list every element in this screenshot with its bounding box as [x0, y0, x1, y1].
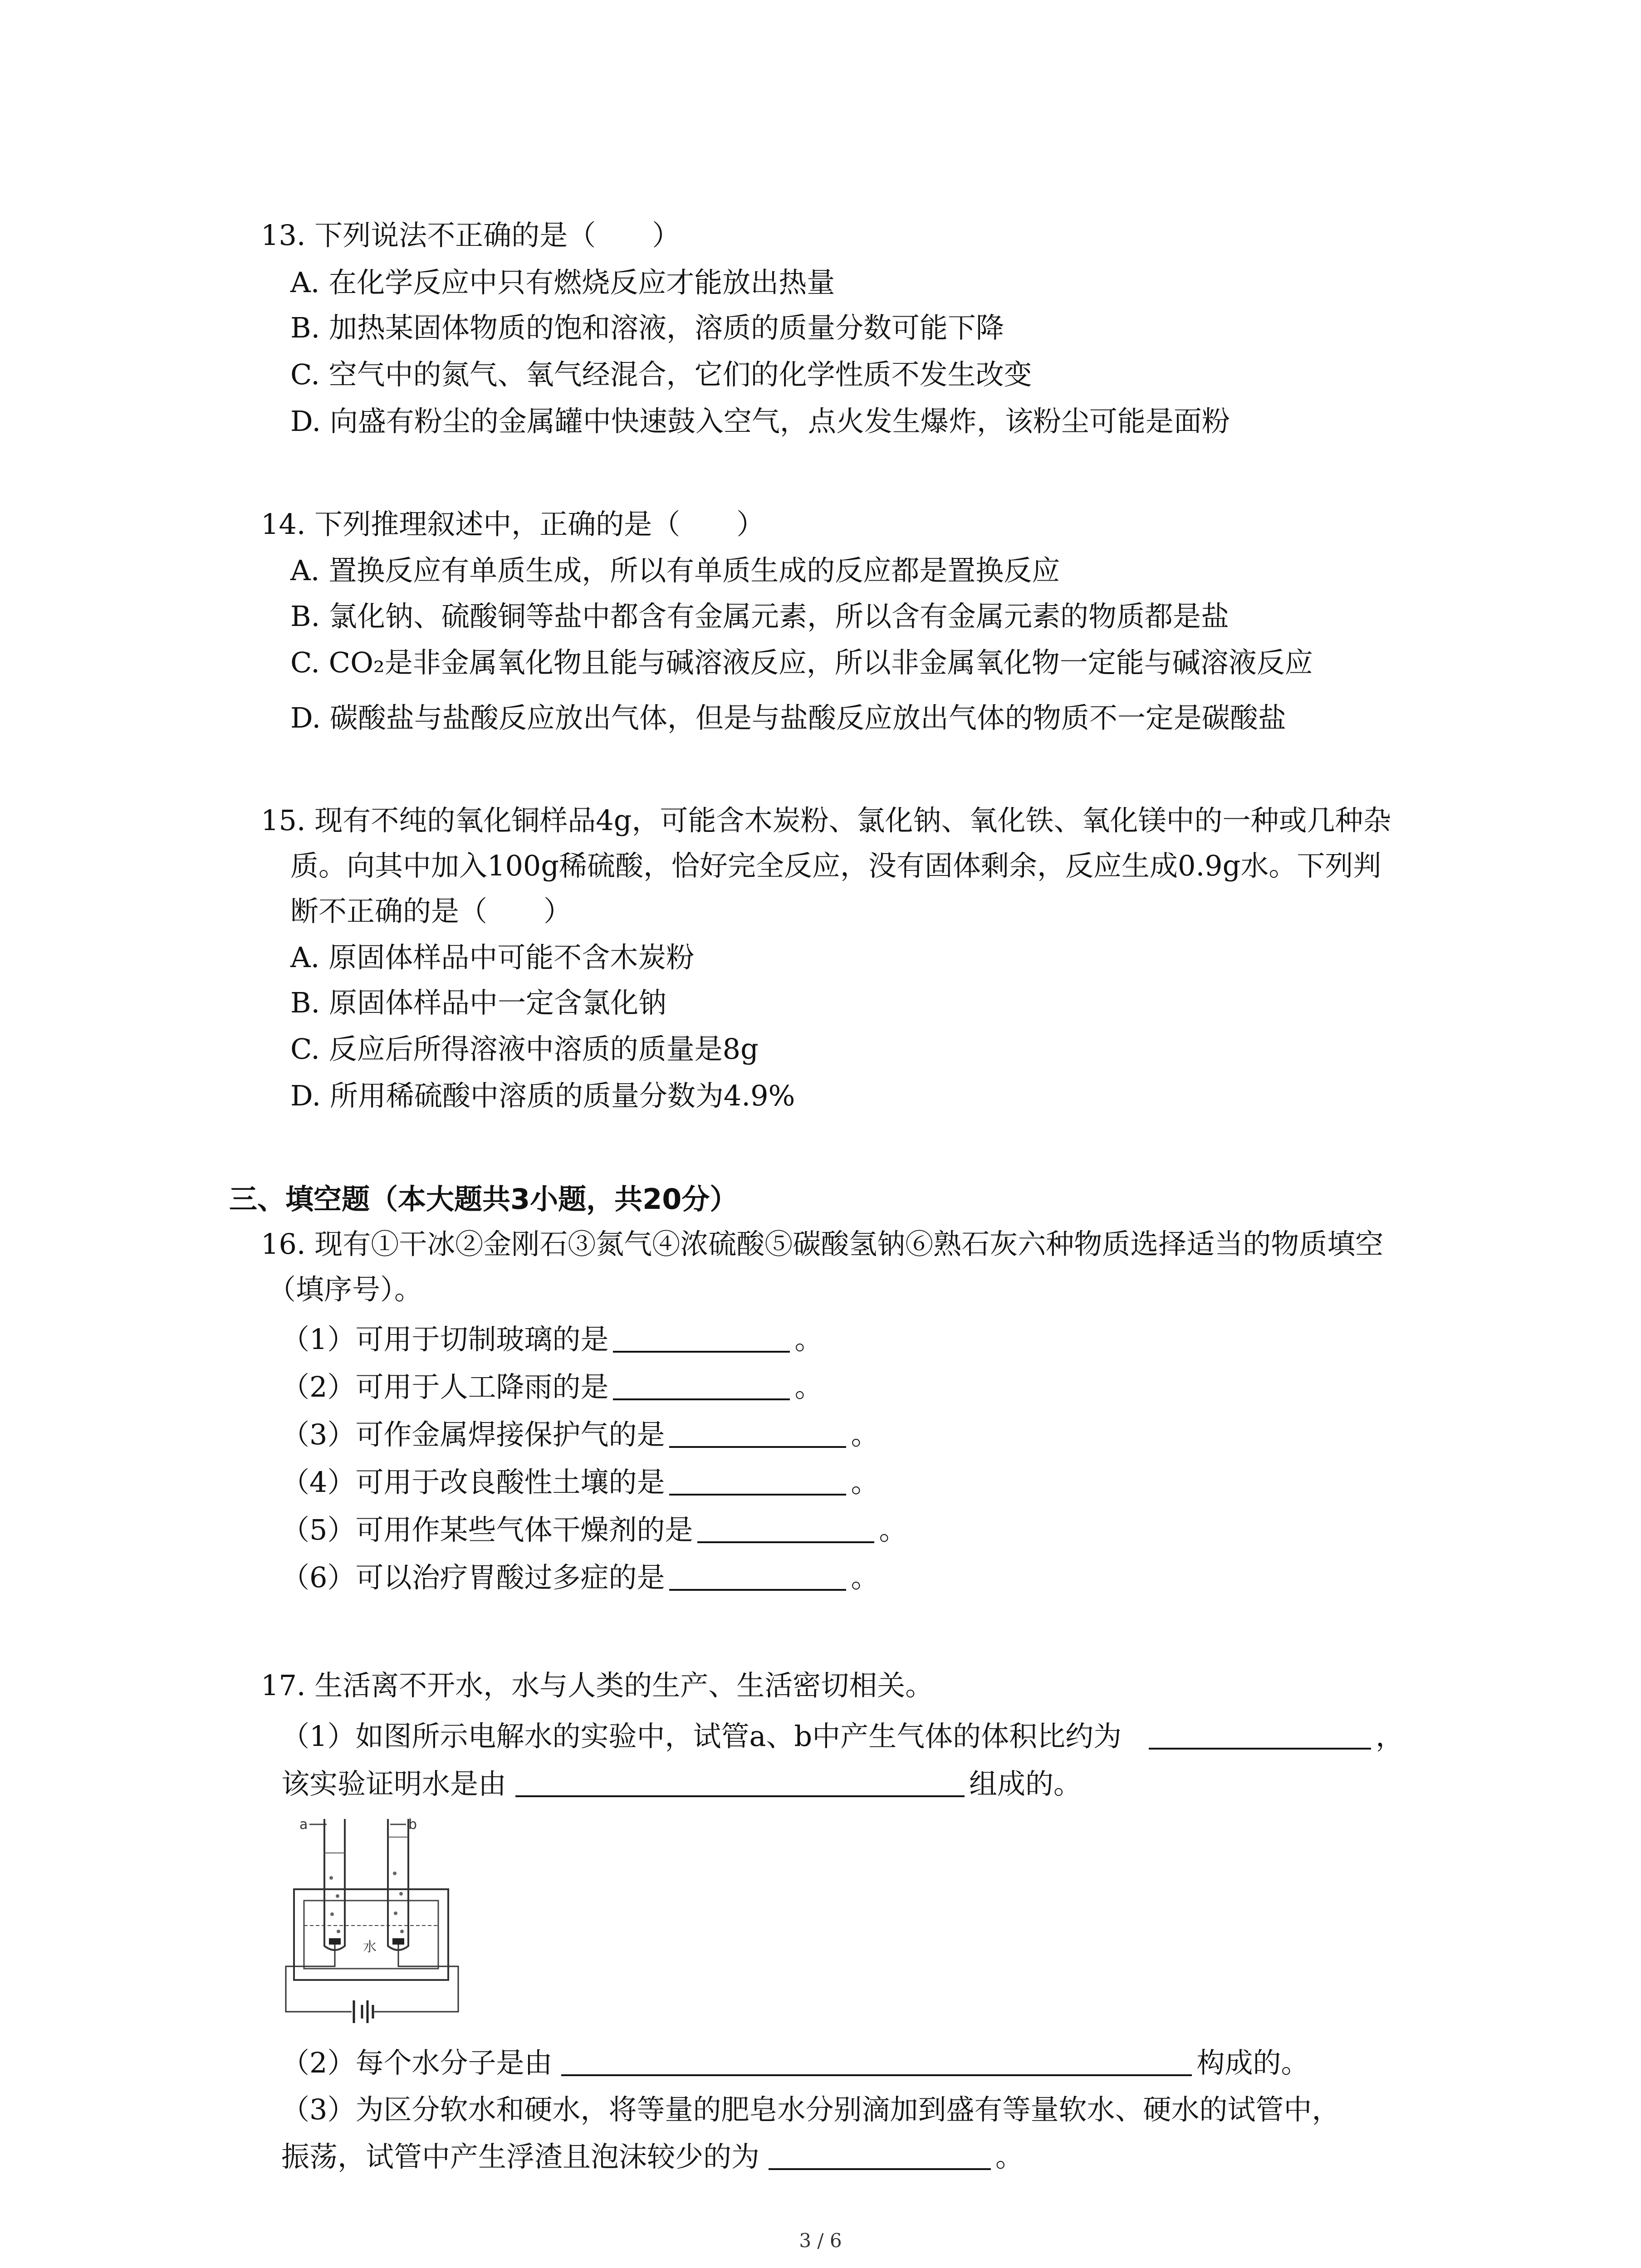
bubble	[393, 1872, 397, 1875]
electrode-right	[392, 1938, 404, 1945]
q16-item-5: （5）可用作某些气体干燥剂的是 。	[281, 1513, 907, 1546]
answer-blank[interactable]	[769, 2142, 991, 2170]
page-number: 3 / 6	[799, 2229, 842, 2252]
bubble	[394, 1911, 397, 1915]
q15-option-d: D. 所用稀硫酸中溶质的质量分数为4.9%	[290, 1079, 795, 1112]
q17-part-1-line-1: （1）如图所示电解水的实验中，试管a、b中产生气体的体积比约为 ，	[281, 1720, 1404, 1753]
answer-blank[interactable]	[561, 2048, 1192, 2076]
bubble	[329, 1876, 333, 1880]
q16-item-1: （1）可用于切制玻璃的是 。	[281, 1323, 823, 1356]
q16-item-6: （6）可以治疗胃酸过多症的是 。	[281, 1561, 879, 1594]
electrolysis-figure	[277, 1810, 467, 2028]
q13-option-d: D. 向盛有粉尘的金属罐中快速鼓入空气，点火发生爆炸，该粉尘可能是面粉	[290, 405, 1230, 438]
q16-item-3: （3）可作金属焊接保护气的是 。	[281, 1418, 879, 1451]
q15-option-c: C. 反应后所得溶液中溶质的质量是8g	[290, 1032, 759, 1066]
q13-stem: 13. 下列说法不正确的是（ ）	[261, 219, 681, 252]
answer-blank[interactable]	[613, 1372, 790, 1400]
q14-stem: 14. 下列推理叙述中，正确的是（ ）	[261, 508, 765, 541]
answer-blank[interactable]	[669, 1563, 846, 1591]
q13-option-a: A. 在化学反应中只有燃烧反应才能放出热量	[290, 266, 835, 299]
q14-option-c: C. CO₂是非金属氧化物且能与碱溶液反应，所以非金属氧化物一定能与碱溶液反应	[290, 646, 1313, 679]
wire-left	[286, 1945, 352, 2012]
bubble	[399, 1892, 403, 1896]
q17-part-1-line-2: 该实验证明水是由 组成的。	[281, 1767, 1082, 1800]
bubble	[330, 1912, 334, 1916]
test-tube-b	[388, 1819, 408, 1950]
q15-stem-line-2: 质。向其中加入100g稀硫酸，恰好完全反应，没有固体剩余，反应生成0.9g水。下列判	[290, 849, 1381, 882]
label-b: b	[408, 1817, 417, 1833]
answer-blank[interactable]	[697, 1515, 874, 1543]
wire-right	[374, 1945, 458, 2012]
q16-stem-line-2: （填序号）。	[268, 1273, 423, 1306]
q17-part-3-line-2: 振荡，试管中产生浮渣且泡沫较少的为 。	[281, 2140, 1024, 2173]
q13-option-b: B. 加热某固体物质的饱和溶液，溶质的质量分数可能下降	[290, 311, 1004, 344]
q16-item-4: （4）可用于改良酸性土壤的是 。	[281, 1466, 879, 1499]
q14-option-b: B. 氯化钠、硫酸铜等盐中都含有金属元素，所以含有金属元素的物质都是盐	[290, 600, 1229, 633]
answer-blank[interactable]	[1149, 1721, 1371, 1750]
q15-stem-line-3: 断不正确的是（ ）	[290, 894, 572, 928]
q14-option-d: D. 碳酸盐与盐酸反应放出气体，但是与盐酸反应放出气体的物质不一定是碳酸盐	[290, 701, 1286, 734]
q14-option-a: A. 置换反应有单质生成，所以有单质生成的反应都是置换反应	[290, 554, 1060, 587]
q17-stem: 17. 生活离不开水，水与人类的生产、生活密切相关。	[261, 1669, 934, 1702]
answer-blank[interactable]	[669, 1420, 846, 1448]
q16-stem-line-1: 16. 现有①干冰②金刚石③氮气④浓硫酸⑤碳酸氢钠⑥熟石灰六种物质选择适当的物质填空	[261, 1227, 1384, 1261]
q16-item-2: （2）可用于人工降雨的是 。	[281, 1370, 823, 1403]
bubble	[337, 1930, 340, 1933]
bubble	[336, 1894, 339, 1898]
bubble	[400, 1930, 404, 1933]
label-a: a	[299, 1817, 308, 1833]
q13-option-c: C. 空气中的氮气、氧气经混合，它们的化学性质不发生改变	[290, 358, 1032, 391]
q17-part-2: （2）每个水分子是由 构成的。	[281, 2046, 1309, 2079]
answer-blank[interactable]	[613, 1325, 790, 1353]
q17-part-3-line-1: （3）为区分软水和硬水，将等量的肥皂水分别滴加到盛有等量软水、硬水的试管中，	[281, 2093, 1340, 2126]
q15-stem-line-1: 15. 现有不纯的氧化铜样品4g，可能含木炭粉、氯化钠、氧化铁、氧化镁中的一种或几种杂	[261, 804, 1391, 837]
electrode-left	[329, 1938, 341, 1945]
test-tube-a	[324, 1819, 345, 1950]
q15-option-b: B. 原固体样品中一定含氯化钠	[290, 986, 666, 1019]
q15-option-a: A. 原固体样品中可能不含木炭粉	[290, 941, 695, 974]
answer-blank[interactable]	[515, 1769, 965, 1797]
water-label: 水	[363, 1939, 377, 1955]
section-title: 三、填空题（本大题共3小题，共20分）	[229, 1183, 738, 1216]
answer-blank[interactable]	[669, 1467, 846, 1496]
